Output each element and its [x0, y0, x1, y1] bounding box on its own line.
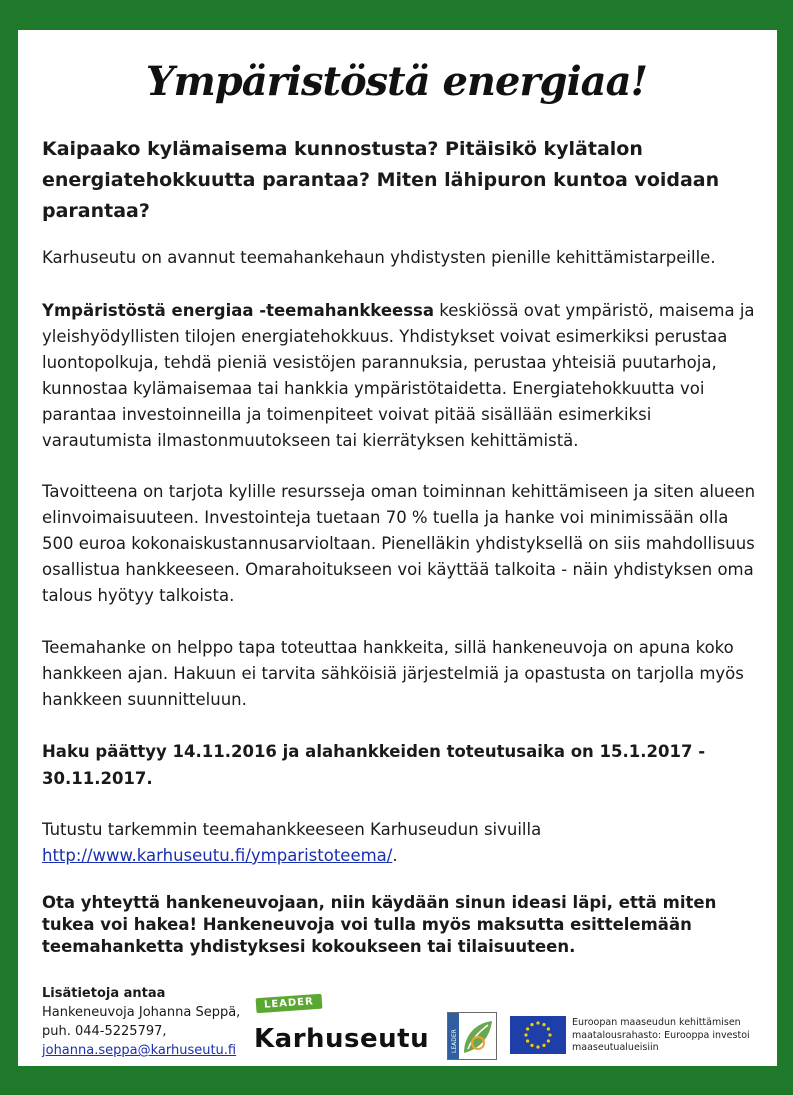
- eu-star-icon: [526, 1039, 529, 1042]
- eu-funding-text: Euroopan maaseudun kehittämisen maatalousrahasto: Eurooppa investoi maaseutualueisiin: [572, 1017, 750, 1053]
- paragraph-project-description: [42, 298, 757, 454]
- leaf-icon: [448, 1013, 496, 1059]
- karhuseutu-leader-logo: [252, 996, 430, 1056]
- leader-leaf-logo: [447, 1012, 497, 1060]
- eu-flag-icon: [510, 1016, 566, 1054]
- leader-badge: LEADER: [256, 994, 323, 1014]
- eu-star-icon: [536, 1045, 539, 1048]
- contact-email-link[interactable]: johanna.seppa@karhuseutu.fi: [42, 1043, 237, 1058]
- page-title: Ympäristöstä energiaa!: [145, 58, 648, 105]
- paragraph-goals: Tavoitteena on tarjota kylille resursseja oman toiminnan kehittämiseen ja siten alueen elinvoimaisuuteen. Investointeja tuetaan 70 % tuella ja hanke voi minimissään olla 500 euroa kokonaiskustannusarvioltaan. Pienelläkin yhdistyksellä on siis mahdollisuus osallistua hankkeeseen. Omarahoitukseen voi käyttää talkoita - näin yhdistyksen oma talous hyötyy talkoista.: [42, 482, 756, 605]
- contact-heading: Lisätietoja antaa: [42, 986, 166, 1001]
- more-info-text: Tutustu tarkemmin teemahankkeeseen Karhuseudun sivuilla: [42, 820, 542, 839]
- eu-star-icon: [536, 1021, 539, 1024]
- eu-star-icon: [547, 1039, 550, 1042]
- project-description-text: keskiössä ovat ympäristö, maisema ja yleishyödyllisten tilojen energiatehokkuus. Yhdistykset voivat esimerkiksi perustaa luontopolkuja, tehdä pieniä vesistöjen parannuksia, perustaa yhteisiä puutarhoja, kunnostaa kylämaisemaa tai hankkia ympäristötaidetta. Energiatehokkuutta voi parantaa investoinneilla ja toimenpiteet voivat pitää sisällään esimerkiksi varautumista ilmastonmuutokseen tai kierrätyksen kehittämistä.: [42, 301, 755, 450]
- eu-star-icon: [547, 1027, 550, 1030]
- intro-questions: Kaipaako kylämaisema kunnostusta? Pitäisikö kylätalon energiatehokkuutta parantaa? Miten lähipuron kuntoa voidaan parantaa?: [42, 138, 720, 222]
- project-name-bold: Ympäristöstä energiaa -teemahankkeessa: [42, 301, 434, 320]
- contact-name: Hankeneuvoja Johanna Seppä,: [42, 1005, 241, 1020]
- eu-star-icon: [524, 1033, 527, 1036]
- more-info-period: .: [392, 846, 398, 865]
- paragraph-more-info: [42, 817, 757, 869]
- leaf-label: LEADER: [451, 1029, 458, 1053]
- contact-phone: puh. 044-5225797,: [42, 1024, 167, 1039]
- project-website-link[interactable]: http://www.karhuseutu.fi/ymparistoteema/: [42, 846, 393, 865]
- eu-flag-logo: [510, 1016, 566, 1058]
- paragraph-contact-call: Ota yhteyttä hankeneuvojaan, niin käydään sinun ideasi läpi, että miten tukea voi hakea! Hankeneuvoja voi tulla myös maksutta esittelemään teemahanketta yhdistyksesi kokoukseen tai tilaisuuteen.: [42, 893, 717, 956]
- eu-star-icon: [526, 1027, 529, 1030]
- contact-info: [42, 984, 252, 1060]
- eu-star-icon: [548, 1033, 551, 1036]
- paragraph-ease: Teemahanke on helppo tapa toteuttaa hankkeita, sillä hankeneuvoja on apuna koko hankkeen ajan. Hakuun ei tarvita sähköisiä järjestelmiä ja opastusta on tarjolla myös hankkeen suunnitteluun.: [42, 638, 744, 709]
- eu-star-icon: [530, 1023, 533, 1026]
- paragraph-announcement: Karhuseutu on avannut teemahankehaun yhdistysten pienille kehittämistarpeille.: [42, 248, 716, 267]
- eu-star-icon: [542, 1044, 545, 1047]
- eu-star-icon: [542, 1023, 545, 1026]
- karhuseutu-wordmark: Karhuseutu: [254, 1024, 430, 1054]
- paragraph-deadline: Haku päättyy 14.11.2016 ja alahankkeiden toteutusaika on 15.1.2017 - 30.11.2017.: [42, 742, 706, 788]
- eu-star-icon: [530, 1044, 533, 1047]
